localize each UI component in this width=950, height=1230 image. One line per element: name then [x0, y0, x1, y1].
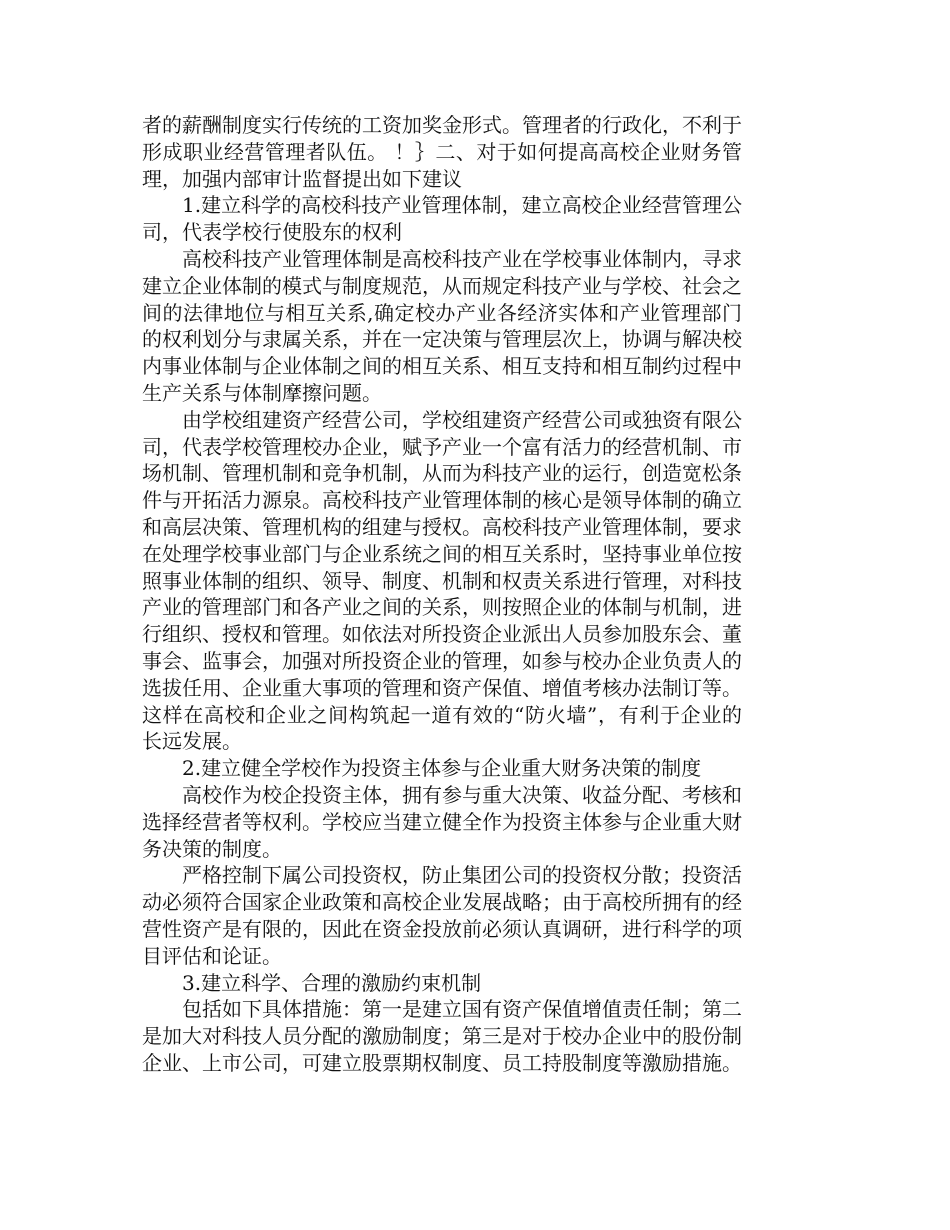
heading-2: 2.建立健全学校作为投资主体参与企业重大财务决策的制度: [182, 756, 702, 781]
paragraph: 严格控制下属公司投资权，防止集团公司的投资权分散；投资活动必须符合国家企业政策和高校企业发展战略；由于高校所拥有的经营性资产是有限的，因此在资金投放前必须认真调研，进行科学的项目评估和论证。: [142, 863, 742, 968]
paragraph: 由学校组建资产经营公司，学校组建资产经营公司或独资有限公司，代表学校管理校办企业，赋予产业一个富有活力的经营机制、市场机制、管理机制和竞争机制，从而为科技产业的运行，创造宽松条件与开拓活力源泉。高校科技产业管理体制的核心是领导体制的确立和高层决策、管理机构的组建与授权。高校科技产业管理体制，要求在处理学校事业部门与企业系统之间的相互关系时，坚持事业单位按照事业体制的组织、领导、制度、机制和权责关系进行管理，对科技产业的管理部门和各产业之间的关系，则按照企业的体制与机制，进行组织、授权和管理。如依法对所投资企业派出人员参加股东会、董事会、监事会，加强对所投资企业的管理，如参与校办企业负责人的选拔任用、企业重大事项的管理和资产保值、增值考核办法制订等。这样在高校和企业之间构筑起一道有效的“防火墙”，有利于企业的长远发展。: [142, 407, 742, 754]
heading-3: 3.建立科学、合理的激励约束机制: [182, 970, 482, 995]
paragraph: 高校科技产业管理体制是高校科技产业在学校事业体制内，寻求建立企业体制的模式与制度规范，从而规定科技产业与学校、社会之间的法律地位与相互关系,确定校办产业各经济实体和产业管理部门的权利划分与隶属关系，并在一定决策与管理层次上，协调与解决校内事业体制与企业体制之间的相互关系、相互支持和相互制约过程中生产关系与体制摩擦问题。: [142, 246, 742, 405]
paragraph-continuation: 者的薪酬制度实行传统的工资加奖金形式。管理者的行政化，不利于形成职业经营管理者队伍。 ！｝二、对于如何提高高校企业财务管理，加强内部审计监督提出如下建议: [142, 113, 742, 191]
paragraph: 包括如下具体措施：第一是建立国有资产保值增值责任制；第二是加大对科技人员分配的激励制度；第三是对于校办企业中的股份制企业、上市公司，可建立股票期权制度、员工持股制度等激励措施。: [142, 997, 742, 1075]
paragraph: 高校作为校企投资主体，拥有参与重大决策、收益分配、考核和选择经营者等权利。学校应当建立健全作为投资主体参与企业重大财务决策的制度。: [142, 782, 742, 861]
heading-1: 1.建立科学的高校科技产业管理体制，建立高校企业经营管理公司，代表学校行使股东的权利: [142, 193, 742, 245]
document-page: [142, 112, 742, 1077]
